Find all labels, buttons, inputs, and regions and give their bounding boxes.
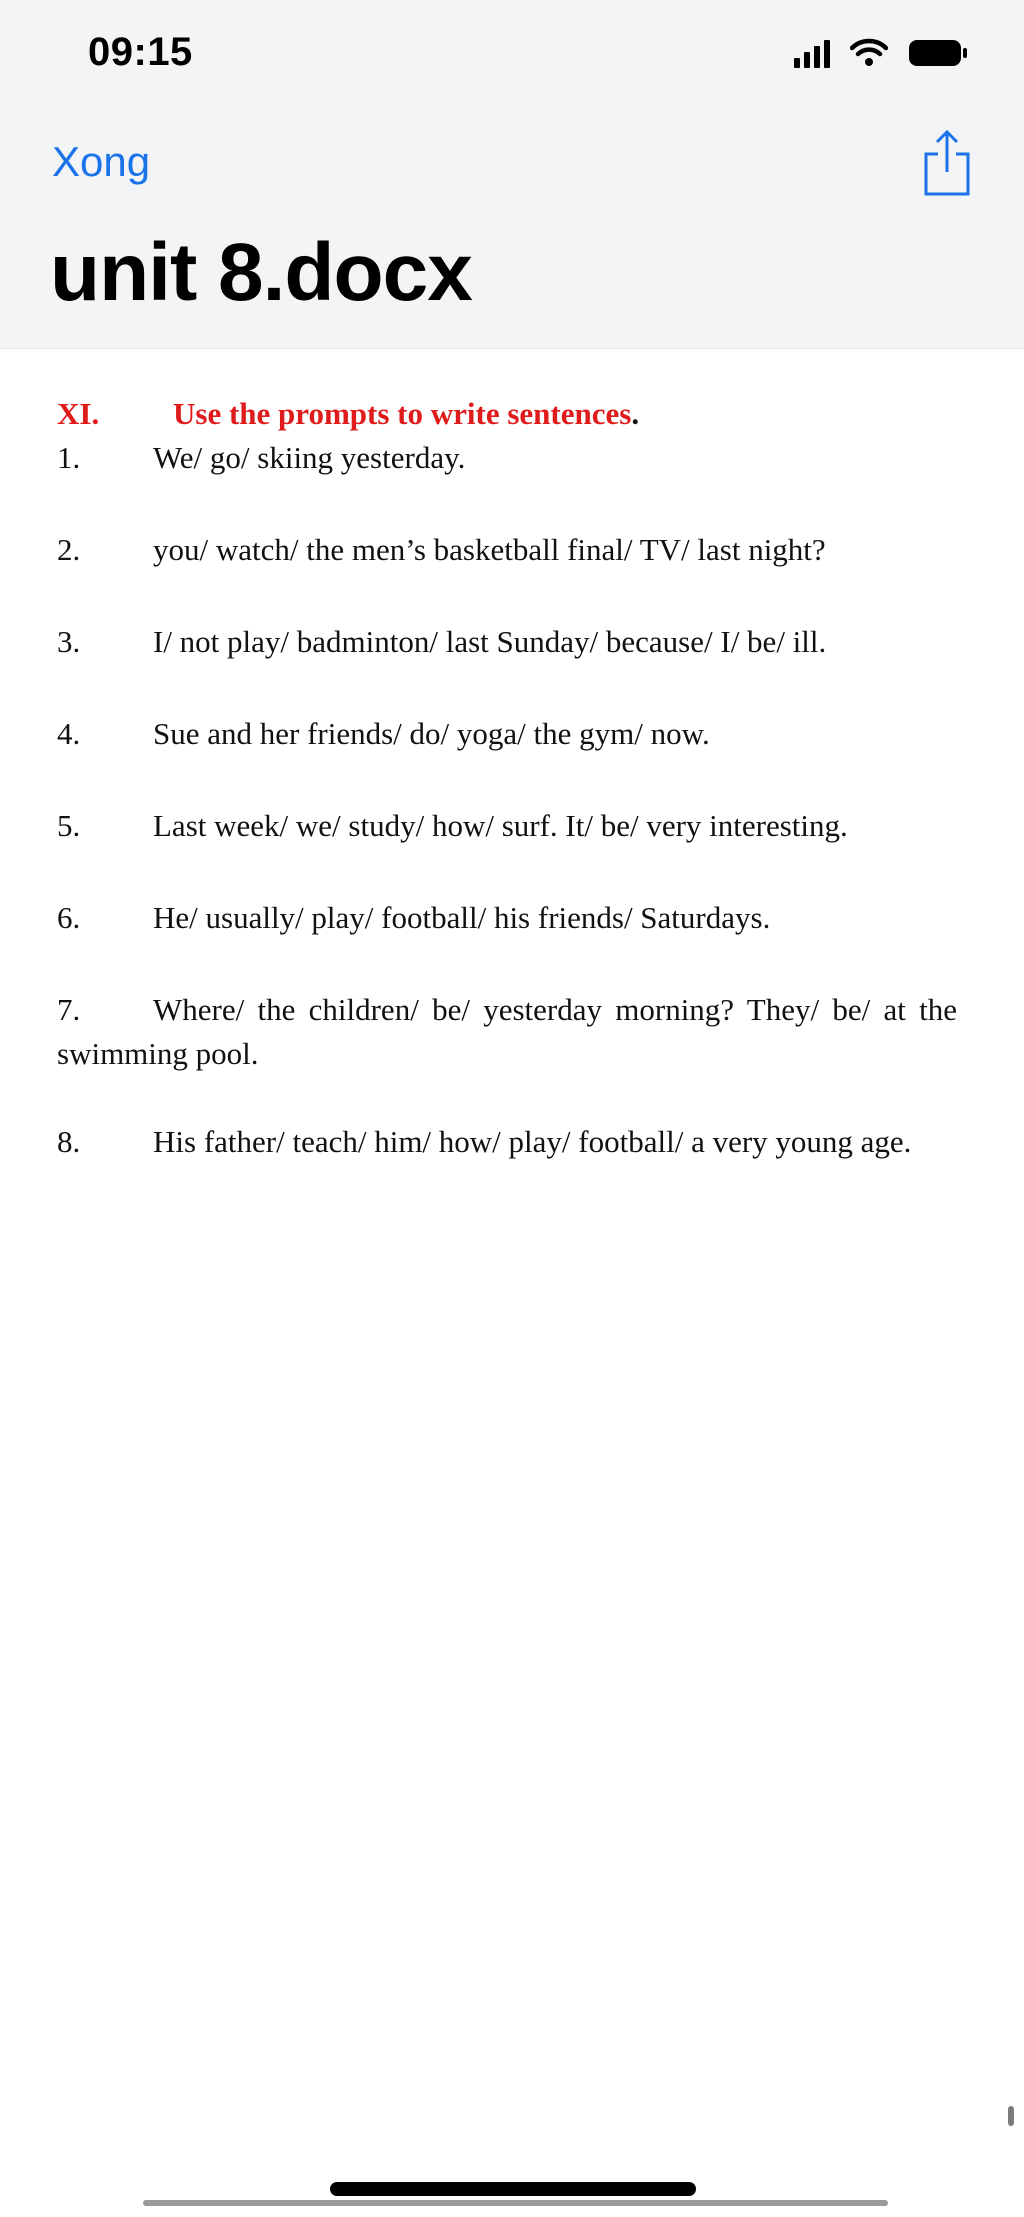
list-item (57, 1120, 957, 1164)
item-number: 4. (57, 716, 81, 751)
section-instruction: Use the prompts to write sentences (173, 396, 632, 431)
item-number: 3. (57, 624, 81, 659)
item-text: We/ go/ skiing yesterday. (153, 440, 466, 475)
item-text: He/ usually/ play/ football/ his friends/ Saturdays. (153, 900, 771, 935)
list-item (57, 528, 957, 572)
item-text: Last week/ we/ study/ how/ surf. It/ be/ very interesting. (153, 808, 848, 843)
top-chrome (0, 0, 1024, 349)
item-text: I/ not play/ badminton/ last Sunday/ because/ I/ be/ ill. (153, 624, 827, 659)
wifi-icon (850, 38, 888, 68)
section-period: . (631, 396, 640, 431)
scroll-indicator[interactable] (1008, 2106, 1014, 2126)
item-number: 7. (57, 992, 81, 1027)
item-number: 6. (57, 900, 81, 935)
home-track (143, 2200, 888, 2206)
item-number: 5. (57, 808, 81, 843)
list-item (57, 896, 957, 940)
item-number: 1. (57, 440, 81, 475)
document-content (57, 396, 957, 1159)
home-indicator[interactable] (330, 2182, 696, 2196)
share-icon[interactable] (920, 128, 974, 198)
list-item (57, 620, 957, 664)
done-button[interactable]: Xong (52, 138, 151, 185)
item-number: 2. (57, 532, 81, 567)
section-number: XI. (57, 396, 100, 431)
item-text: you/ watch/ the men’s basketball final/ TV/ last night? (153, 532, 826, 567)
list-item (57, 712, 957, 756)
item-text: Where/ the children/ be/ yesterday morning? They/ be/ at the swimming pool. (57, 992, 957, 1071)
status-icons (794, 38, 968, 68)
battery-icon (908, 38, 968, 68)
item-number: 8. (57, 1124, 81, 1159)
status-time: 09:15 (88, 30, 193, 74)
list-item (57, 988, 957, 1076)
section-heading (57, 396, 957, 432)
item-text: His father/ teach/ him/ how/ play/ football/ a very young age. (153, 1124, 912, 1159)
list-item (57, 804, 957, 848)
list-item (57, 436, 957, 480)
document-title: unit 8.docx (50, 227, 472, 318)
item-text: Sue and her friends/ do/ yoga/ the gym/ now. (153, 716, 710, 751)
cellular-signal-icon (794, 38, 830, 68)
